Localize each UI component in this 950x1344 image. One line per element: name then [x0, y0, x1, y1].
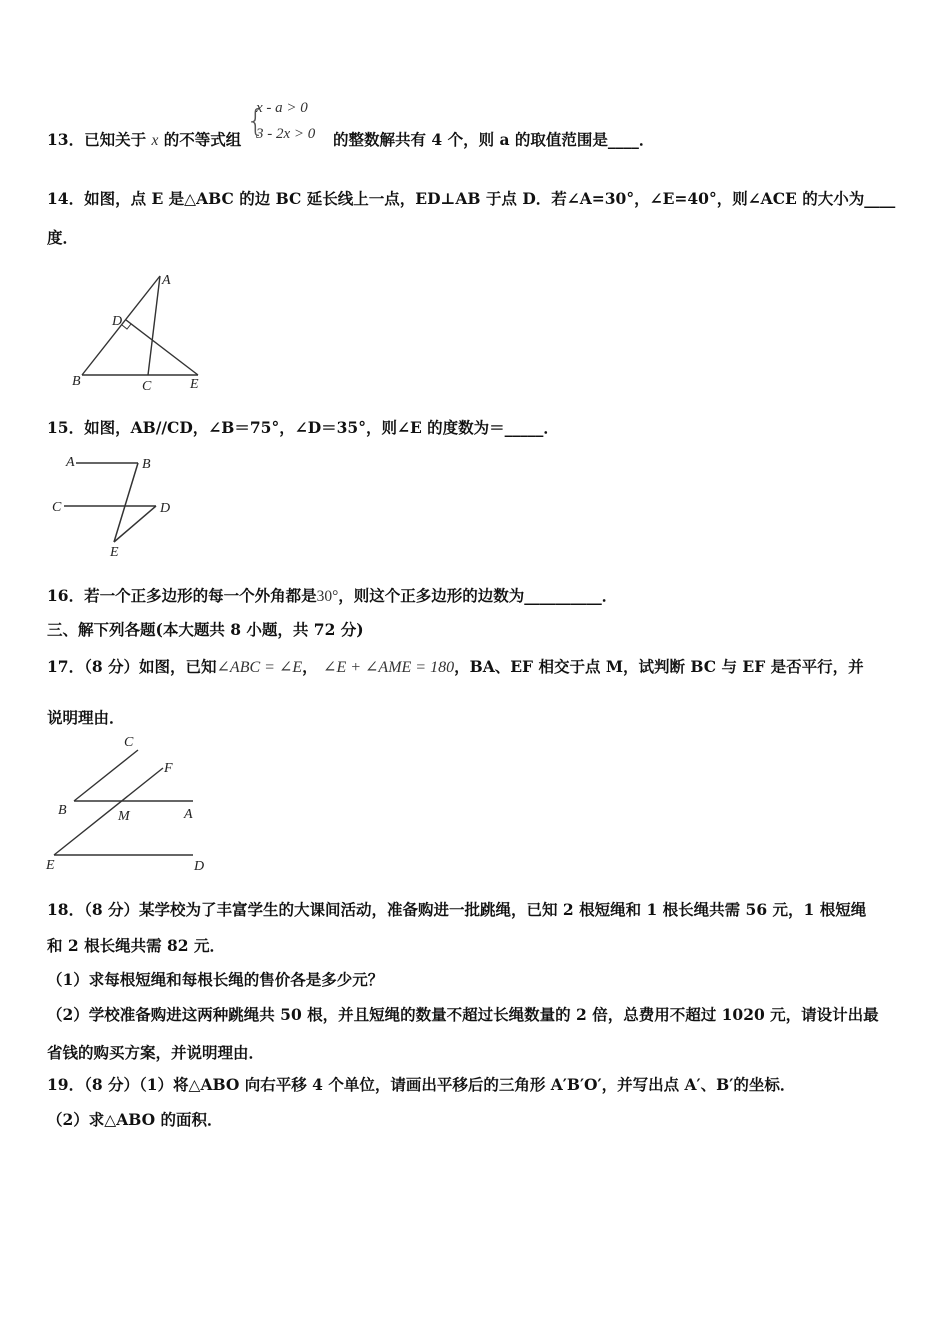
segment-BE [114, 463, 138, 542]
question-15: 15．如图，AB//CD，∠B＝75°，∠D＝35°，则∠E 的度数为＝_____． [47, 418, 559, 437]
question-14-line2: 度． [47, 228, 79, 247]
q17-cond2: ∠E + ∠AME = 180 [323, 659, 455, 676]
q16-angle: 30° [316, 588, 339, 605]
question-17-line2: 说明理由． [47, 708, 125, 727]
section-3-heading: 三、解下列各题(本大题共 8 小题，共 72 分) [47, 620, 364, 639]
label-C: C [142, 379, 152, 394]
question-18-line2: 和 2 根长绳共需 82 元． [47, 936, 225, 955]
segment-BC [74, 750, 138, 801]
right-angle-mark [122, 324, 131, 329]
segment-DE [126, 320, 198, 375]
q13-number: 13． [47, 130, 85, 149]
q17-pre: 17．（8 分）如图，已知 [47, 657, 217, 676]
label-B: B [58, 803, 67, 818]
label-E: E [110, 545, 119, 560]
q13-mid: 的不等式组 [163, 130, 242, 149]
figure-q15 [50, 448, 190, 560]
label-D: D [160, 501, 171, 516]
question-19-sub1: 19．（8 分）（1）将△ABO 向右平移 4 个单位，请画出平移后的三角形 A′B′O′，并写出点 A′、B′的坐标． [47, 1075, 796, 1094]
question-18-sub1: （1）求每根短绳和每根长绳的售价各是多少元？ [47, 970, 384, 989]
inequality-row-2: 3 - 2x > 0 [256, 126, 316, 142]
label-B: B [72, 374, 81, 389]
label-E: E [46, 858, 55, 873]
label-E: E [190, 377, 199, 392]
figure-q14 [60, 268, 210, 396]
q17-comma: ， [302, 657, 318, 676]
question-18-sub2-line2: 省钱的购买方案，并说明理由． [47, 1043, 265, 1062]
label-B: B [142, 457, 151, 472]
figure-q17 [40, 728, 220, 876]
question-16 [47, 584, 617, 606]
q17-post: ，BA、EF 相交于点 M，试判断 BC 与 EF 是否平行，并 [454, 657, 864, 676]
label-C: C [52, 500, 62, 515]
question-18-sub2-line1: （2）学校准备购进这两种跳绳共 50 根，并且短绳的数量不超过长绳数量的 2 倍，总费用不超过 1020 元，请设计出最 [47, 1005, 879, 1024]
inequality-system [246, 100, 336, 148]
segment-AC [148, 276, 160, 375]
segment-EF [54, 768, 163, 855]
q17-cond1: ∠ABC = ∠E [216, 659, 303, 676]
question-19-sub2: （2）求△ABO 的面积． [47, 1110, 223, 1129]
q16-post: ，则这个正多边形的边数为__________． [338, 586, 618, 605]
label-D: D [112, 314, 123, 329]
q16-pre: 16．若一个正多边形的每一个外角都是 [47, 586, 317, 605]
label-A: A [162, 273, 171, 288]
question-14-line1: 14．如图，点 E 是△ABC 的边 BC 延长线上一点，ED⊥AB 于点 D．若∠A=30°，∠E=40°，则∠ACE 的大小为____ [47, 189, 896, 208]
question-13 [47, 128, 241, 150]
q13-post: 的整数解共有 4 个，则 a 的取值范围是____． [333, 130, 655, 149]
label-C: C [124, 735, 134, 750]
segment-DE [114, 506, 156, 542]
inequality-row-1: x - a > 0 [256, 100, 308, 116]
label-M: M [118, 809, 130, 824]
question-17-line1 [47, 655, 864, 677]
question-18-line1: 18．（8 分）某学校为了丰富学生的大课间活动，准备购进一批跳绳，已知 2 根短绳和 1 根长绳共需 56 元，1 根短绳 [47, 900, 867, 919]
q13-var-x: x [151, 132, 159, 149]
brace-symbol: { [246, 104, 266, 139]
label-A: A [66, 455, 75, 470]
label-D: D [194, 859, 205, 874]
label-F: F [164, 761, 173, 776]
q13-pre: 已知关于 [84, 130, 147, 149]
label-A: A [184, 807, 193, 822]
